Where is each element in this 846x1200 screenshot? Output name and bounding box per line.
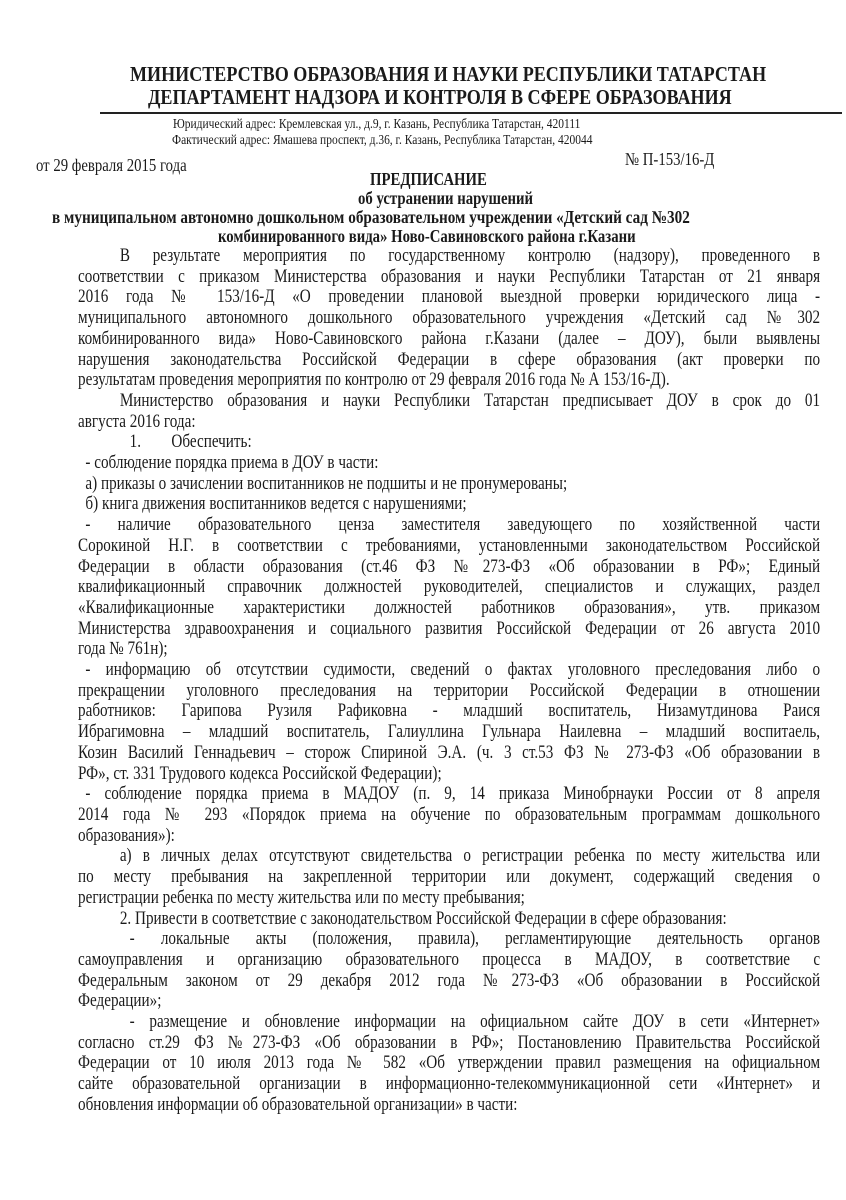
body-line: работников: Гарипова Рузиля Рафиковна - младший воспитатель, Низамутдинова Раися: [78, 701, 821, 722]
body-line: В результате мероприятия по государственному контролю (надзору), проведенного в: [119, 246, 821, 266]
title-subject: об устранении нарушений: [358, 188, 534, 208]
body-line: - соблюдение порядка приема в МАДОУ (п. 9, 14 приказа Минобрнауки России от 8 апреля: [85, 784, 821, 805]
body-line: Козин Василий Геннадьевич – сторож Спириной Э.А. (ч. 3 ст.53 ФЗ № 273-ФЗ «Об образовании в: [78, 742, 821, 763]
legal-address: Юридический адрес: Кремлевская ул., д.9, г. Казань, Республика Татарстан, 420111: [173, 117, 581, 132]
body-line: «Квалификационные характеристики должностей работников образования», утв. приказом: [78, 597, 821, 618]
body-line: - локальные акты (положения, правила), регламентирующие деятельность органов: [129, 929, 821, 950]
body-line: б) книга движения воспитанников ведется с нарушениями;: [85, 494, 467, 515]
body-line: Сорокиной Н.Г. в соответствии с требованиями, установленными законодательством Российской: [78, 535, 821, 556]
body-line: комбинированного вида» Ново-Савиновского района г.Казани (далее – ДОУ), были выявлены: [78, 328, 821, 349]
body-line: РФ», ст. 331 Трудового кодекса Российской Федерации);: [78, 763, 442, 784]
body-line: августа 2016 года:: [78, 411, 196, 432]
document-body: [78, 246, 820, 1116]
body-line: муниципального автономного дошкольного образовательного учреждения «Детский сад №302: [78, 308, 821, 329]
document-number: № П-153/16-Д: [625, 149, 715, 169]
title-institution-cont: комбинированного вида» Ново-Савиновского района г.Казани: [218, 226, 636, 246]
body-line: результатам проведения мероприятия по контролю от 29 февраля 2016 года № А 153/16-Д).: [78, 370, 670, 391]
body-line: - информацию об отсутствии судимости, сведений о фактах уголовного преследования либо о: [85, 660, 821, 681]
body-line: 2016 года № 153/16-Д «О проведении плановой выездной проверки юридического лица -: [78, 287, 821, 308]
body-line: самоуправления и организацию образовательного процесса в МАДОУ, в соответствие с: [78, 949, 821, 970]
header-divider: [100, 112, 842, 114]
title-institution: в муниципальном автономно дошкольном образовательном учреждении «Детский сад №302: [52, 207, 690, 227]
list-item-2: 2. Привести в соответствие с законодательством Российской Федерации в сфере образования:: [119, 908, 727, 929]
body-line: Ибрагимовна – младший воспитатель, Галиуллина Гульнара Наилевна – младший воспитаель,: [78, 722, 821, 743]
ministry-name: МИНИСТЕРСТВО ОБРАЗОВАНИЯ И НАУКИ РЕСПУБЛИКИ ТАТАРСТАН: [130, 62, 767, 86]
body-line: Федерации в области образования (ст.46 ФЗ №273-ФЗ «Об образовании в РФ»; Единый: [78, 556, 821, 577]
body-line: Федерации от 10 июля 2013 года № 582 «Об утверждении правил размещения на официальном: [78, 1053, 821, 1074]
body-line: по месту пребывания на закрепленной территории или документ, содержащий сведения о: [78, 867, 821, 888]
body-line: Министерства здравоохранения и социального развития Российской Федерации от 26 августа 2010: [78, 618, 821, 639]
body-line: нарушения законодательства Российской Федерации в сфере образования (акт проверки по: [78, 349, 821, 370]
body-line: - наличие образовательного ценза заместителя заведующего по хозяйственной части: [85, 515, 821, 536]
body-line: соответствии с приказом Министерства образования и науки Республики Татарстан от 21 января: [78, 266, 821, 287]
body-line: согласно ст.29 ФЗ №273-ФЗ «Об образовании в РФ»; Постановлению Правительства Российской: [78, 1032, 821, 1053]
body-line: - соблюдение порядка приема в ДОУ в части:: [85, 453, 379, 474]
body-line: года № 761н);: [78, 639, 168, 660]
body-line: Федерации»;: [78, 991, 162, 1012]
actual-address: Фактический адрес: Ямашева проспект, д.36, г. Казань, Республика Татарстан, 420044: [172, 133, 593, 148]
body-line: а) приказы о зачислении воспитанников не подшиты и не пронумерованы;: [85, 473, 568, 494]
body-line: Федеральным законом от 29 декабря 2012 года №273-ФЗ «Об образовании в Российской: [78, 970, 821, 991]
body-line: образования»):: [78, 825, 175, 846]
body-line: 2014 года № 293 «Порядок приема на обучение по образовательным программам дошкольного: [78, 804, 821, 825]
list-item-1: 1. Обеспечить:: [129, 432, 252, 453]
body-line: обновления информации об образовательной организации» в части:: [78, 1094, 518, 1115]
body-line: прекращении уголовного преследования на территории Российской Федерации в отношении: [78, 680, 821, 701]
body-line: - размещение и обновление информации на официальном сайте ДОУ в сети «Интернет»: [129, 1012, 821, 1033]
body-line: сайте образовательной организации в информационно-телекоммуникационной сети «Интернет» и: [78, 1074, 821, 1095]
document-title: ПРЕДПИСАНИЕ: [370, 169, 487, 189]
department-name: ДЕПАРТАМЕНТ НАДЗОРА И КОНТРОЛЯ В СФЕРЕ ОБРАЗОВАНИЯ: [148, 85, 732, 109]
body-line: регистрации ребенка по месту жительства или по месту пребывания;: [78, 887, 525, 908]
document-date: от 29 февраля 2015 года: [36, 155, 187, 175]
body-line: а) в личных делах отсутствуют свидетельства о регистрации ребенка по месту жительства или: [119, 846, 821, 867]
body-line: Министерство образования и науки Республики Татарстан предписывает ДОУ в срок до 01: [119, 390, 821, 411]
body-line: квалификационный справочник должностей руководителей, специалистов и служащих, раздел: [78, 577, 821, 598]
